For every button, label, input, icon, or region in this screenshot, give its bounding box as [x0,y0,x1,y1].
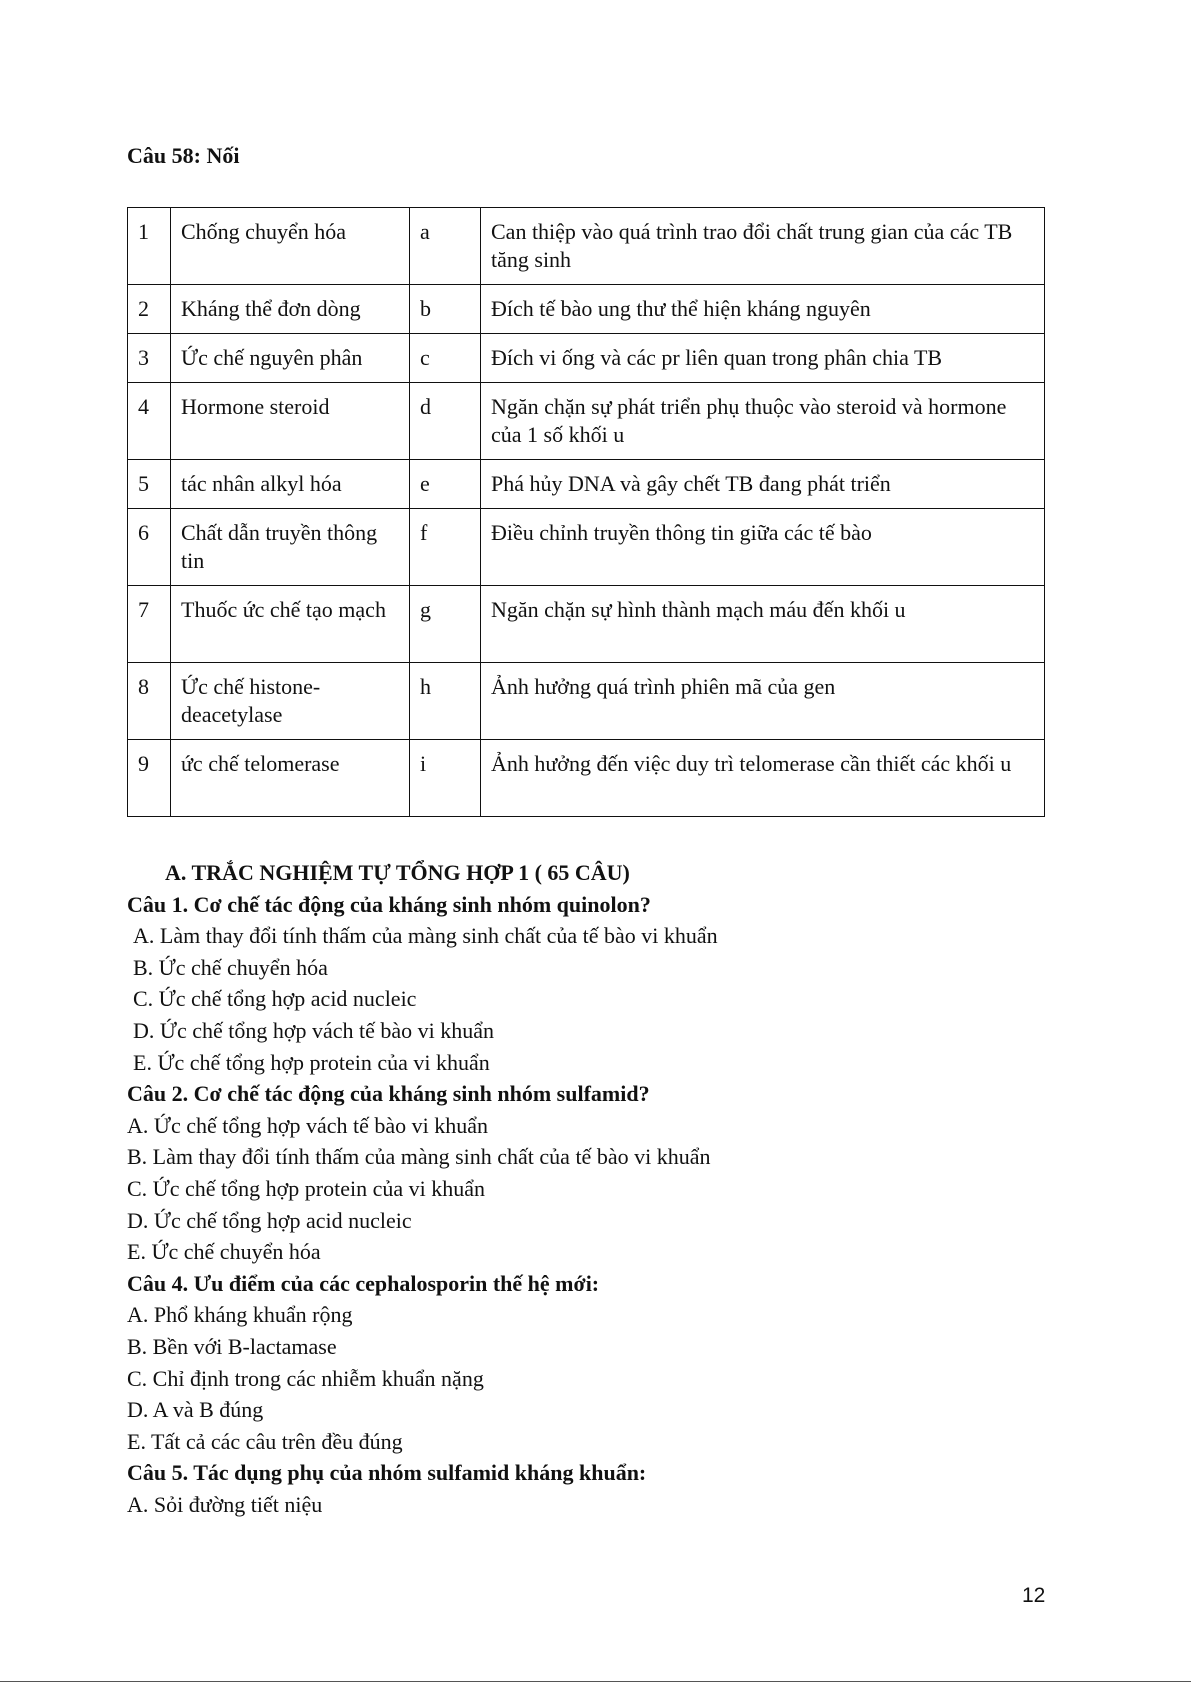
matching-table [127,207,1045,817]
mechanism-description: Ngăn chặn sự hình thành mạch máu đến khối u [481,586,1045,663]
drug-class: Chất dẫn truyền thông tin [171,509,410,586]
table-row [128,740,1045,817]
multiple-choice-section [127,857,1047,1520]
mechanism-description: Ảnh hưởng quá trình phiên mã của gen [481,663,1045,740]
mechanism-description: Đích vi ống và các pr liên quan trong phân chia TB [481,334,1045,383]
answer-option: A. Ức chế tổng hợp vách tế bào vi khuẩn [127,1112,489,1138]
row-number: 2 [128,285,171,334]
mechanism-description: Ngăn chặn sự phát triển phụ thuộc vào steroid và hormone của 1 số khối u [481,383,1045,460]
answer-option: E. Ức chế tổng hợp protein của vi khuẩn [133,1049,490,1075]
match-letter: c [410,334,481,383]
table-row [128,383,1045,460]
page-number: 12 [1022,1584,1046,1607]
question-58-title: Câu 58: Nối [127,143,240,168]
drug-class: ức chế telomerase [171,740,410,817]
question-title: Câu 4. Ưu điểm của các cephalosporin thế hệ mới: [127,1270,600,1296]
answer-option: D. Ức chế tổng hợp acid nucleic [127,1207,412,1233]
mechanism-description: Đích tế bào ung thư thể hiện kháng nguyên [481,285,1045,334]
drug-class: Chống chuyển hóa [171,208,410,285]
row-number: 5 [128,460,171,509]
question-title: Câu 5. Tác dụng phụ của nhóm sulfamid kháng khuẩn: [127,1460,647,1486]
row-number: 9 [128,740,171,817]
answer-option: B. Làm thay đổi tính thấm của màng sinh chất của tế bào vi khuẩn [127,1144,711,1170]
answer-option: B. Bền với B-lactamase [127,1333,337,1359]
mechanism-description: Ảnh hưởng đến việc duy trì telomerase cần thiết các khối u [481,740,1045,817]
match-letter: a [410,208,481,285]
table-row [128,509,1045,586]
answer-option: C. Ức chế tổng hợp protein của vi khuẩn [127,1175,486,1201]
bottom-divider [0,1681,1191,1682]
answer-option: A. Làm thay đổi tính thấm của màng sinh chất của tế bào vi khuẩn [133,923,718,949]
match-letter: h [410,663,481,740]
drug-class: Kháng thể đơn dòng [171,285,410,334]
match-letter: d [410,383,481,460]
question-title: Câu 2. Cơ chế tác động của kháng sinh nhóm sulfamid? [127,1081,650,1107]
drug-class: tác nhân alkyl hóa [171,460,410,509]
mechanism-description: Điều chỉnh truyền thông tin giữa các tế bào [481,509,1045,586]
table-row [128,208,1045,285]
table-row [128,285,1045,334]
match-letter: e [410,460,481,509]
drug-class: Ức chế histone-deacetylase [171,663,410,740]
match-letter: b [410,285,481,334]
answer-option: E. Ức chế chuyển hóa [127,1239,321,1265]
answer-option: C. Chỉ định trong các nhiễm khuẩn nặng [127,1365,484,1391]
row-number: 1 [128,208,171,285]
mechanism-description: Phá hủy DNA và gây chết TB đang phát triển [481,460,1045,509]
table-row [128,586,1045,663]
row-number: 8 [128,663,171,740]
row-number: 4 [128,383,171,460]
drug-class: Hormone steroid [171,383,410,460]
answer-option: A. Phổ kháng khuẩn rộng [127,1302,353,1328]
match-letter: f [410,509,481,586]
answer-option: B. Ức chế chuyển hóa [133,954,328,980]
match-letter: g [410,586,481,663]
table-row [128,663,1045,740]
row-number: 6 [128,509,171,586]
answer-option: D. A và B đúng [127,1397,264,1423]
answer-option: E. Tất cả các câu trên đều đúng [127,1428,403,1454]
table-row [128,334,1045,383]
question-title: Câu 1. Cơ chế tác động của kháng sinh nhóm quinolon? [127,891,651,917]
section-heading: A. TRẮC NGHIỆM TỰ TỔNG HỢP 1 ( 65 CÂU) [165,860,630,885]
table-row [128,460,1045,509]
match-letter: i [410,740,481,817]
drug-class: Ức chế nguyên phân [171,334,410,383]
answer-option: C. Ức chế tổng hợp acid nucleic [133,986,417,1012]
row-number: 3 [128,334,171,383]
answer-option: D. Ức chế tổng hợp vách tế bào vi khuẩn [133,1017,495,1043]
answer-option: A. Sỏi đường tiết niệu [127,1491,323,1517]
mechanism-description: Can thiệp vào quá trình trao đổi chất trung gian của các TB tăng sinh [481,208,1045,285]
row-number: 7 [128,586,171,663]
drug-class: Thuốc ức chế tạo mạch [171,586,410,663]
